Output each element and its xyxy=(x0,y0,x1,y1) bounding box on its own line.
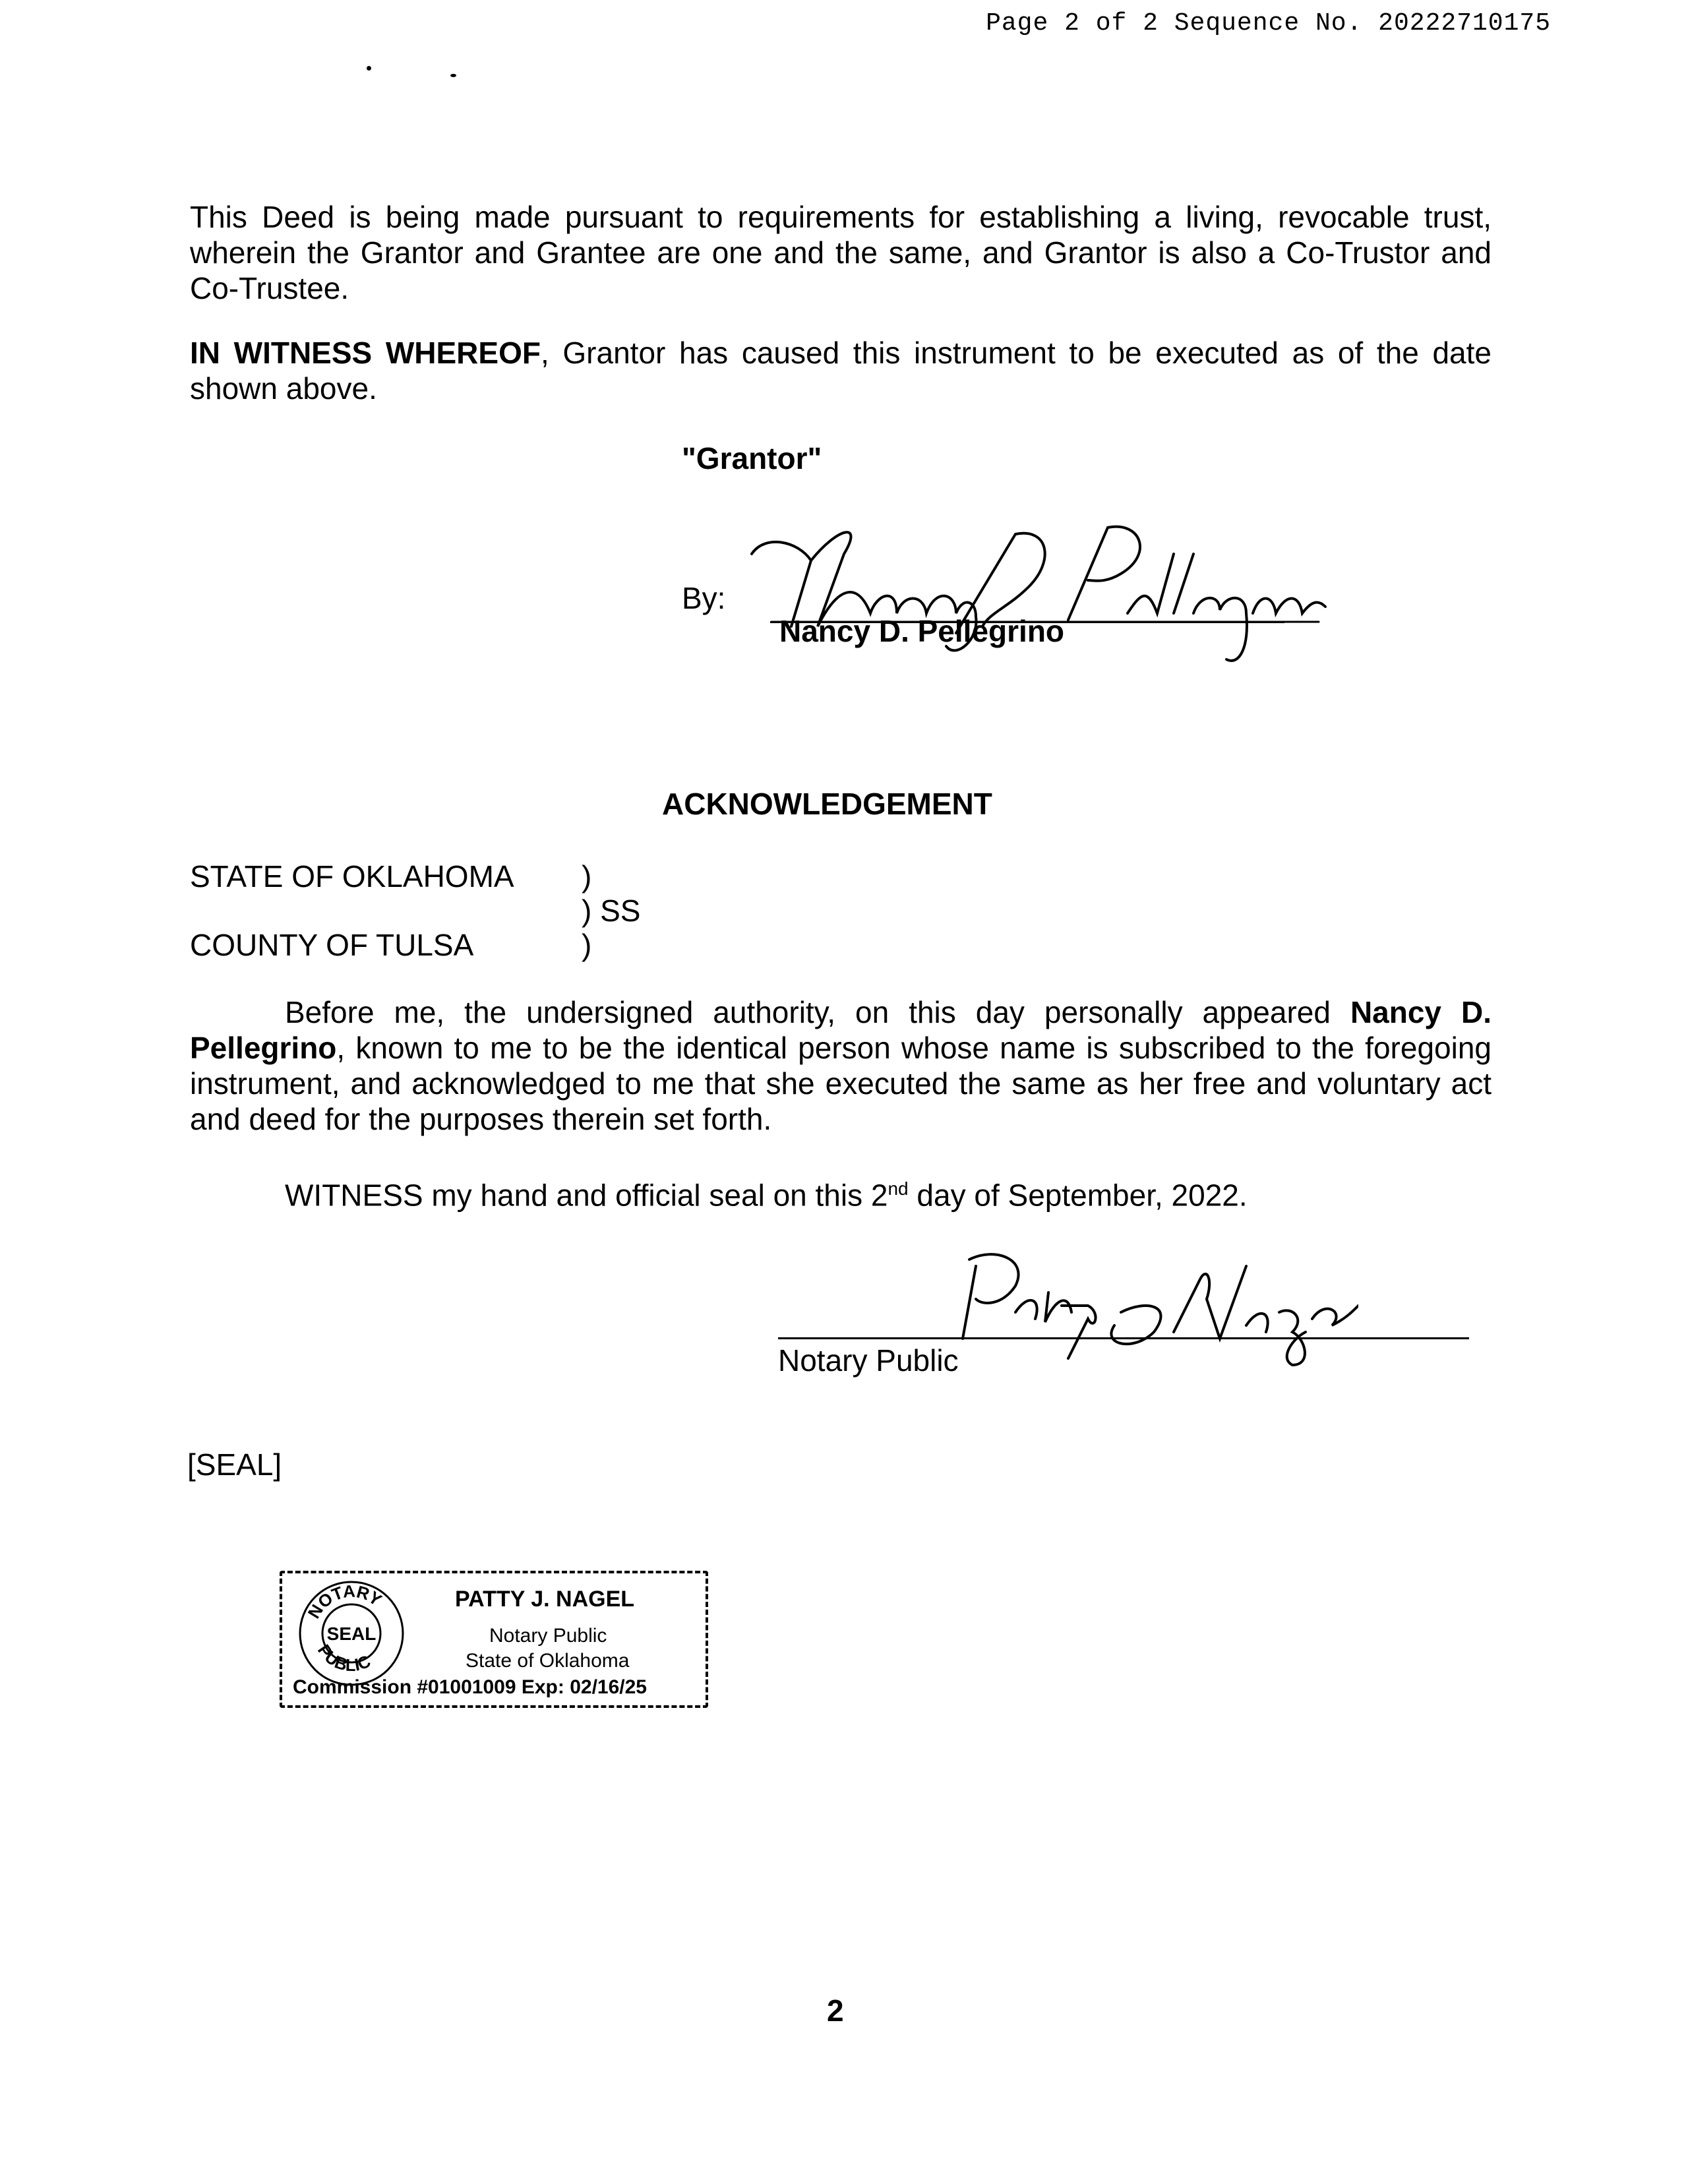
venue-state: STATE OF OKLAHOMA xyxy=(190,859,514,894)
ack-body-name: Nancy D. Pellegrino xyxy=(190,995,1492,1065)
ack-body-after: , known to me to be the identical person whose name is subscribed to the foregoing instrument, and acknowledged to me that she executed the same as her free and voluntary act and deed for the purposes therein set forth. xyxy=(190,1031,1492,1136)
stamp-state: State of Oklahoma xyxy=(466,1650,630,1672)
witness-ordinal: nd xyxy=(888,1178,909,1199)
seal-label: [SEAL] xyxy=(187,1447,282,1482)
grantor-signature xyxy=(738,514,1332,673)
page-sequence-header: Page 2 of 2 Sequence No. 20222710175 xyxy=(986,9,1551,38)
notary-stamp xyxy=(280,1571,708,1708)
venue-paren-1: ) xyxy=(582,859,592,894)
notary-seal-emblem xyxy=(295,1577,407,1689)
venue-paren-2: ) xyxy=(582,928,592,962)
ack-body-before: Before me, the undersigned authority, on this day personally appeared xyxy=(285,995,1350,1029)
stamp-title: Notary Public xyxy=(489,1625,607,1647)
scan-speck xyxy=(367,66,371,71)
trust-paragraph: This Deed is being made pursuant to requirements for establishing a living, revocable trust, wherein the Grantor and Grantee are one and the same, and Grantor is also a Co-Trustor and Co-Trustee. xyxy=(190,200,1492,305)
venue-county: COUNTY OF TULSA xyxy=(190,928,474,962)
acknowledgement-title: ACKNOWLEDGEMENT xyxy=(662,787,992,821)
witness-after: day of September, 2022. xyxy=(908,1178,1248,1213)
grantor-label: "Grantor" xyxy=(682,441,822,475)
scan-speck xyxy=(450,74,456,77)
seal-ring-bottom: PUBLIC xyxy=(313,1641,374,1676)
grantor-printed-name: Nancy D. Pellegrino xyxy=(779,614,1065,648)
by-label: By: xyxy=(682,581,726,615)
seal-center-text: SEAL xyxy=(326,1623,377,1644)
page-number: 2 xyxy=(827,1993,844,2028)
witness-before: WITNESS my hand and official seal on this 2 xyxy=(285,1178,888,1213)
seal-ring-top: NOTARY xyxy=(303,1581,386,1622)
acknowledgement-body xyxy=(190,994,1492,1137)
stamp-commission: Commission #01001009 Exp: 02/16/25 xyxy=(293,1676,647,1698)
notary-signature xyxy=(936,1240,1358,1378)
notary-witness-line xyxy=(285,1171,1248,1213)
notary-public-label: Notary Public xyxy=(778,1343,959,1378)
grantor-signature-line xyxy=(770,621,1284,623)
witness-whereof-bold: IN WITNESS WHEREOF xyxy=(190,336,541,370)
notary-signature-line xyxy=(778,1337,1469,1339)
witness-whereof-text: , Grantor has caused this instrument to be executed as of the date shown above. xyxy=(190,336,1492,406)
stamp-name: PATTY J. NAGEL xyxy=(455,1587,635,1612)
witness-whereof-paragraph xyxy=(190,335,1492,406)
venue-ss: ) SS xyxy=(582,894,641,928)
